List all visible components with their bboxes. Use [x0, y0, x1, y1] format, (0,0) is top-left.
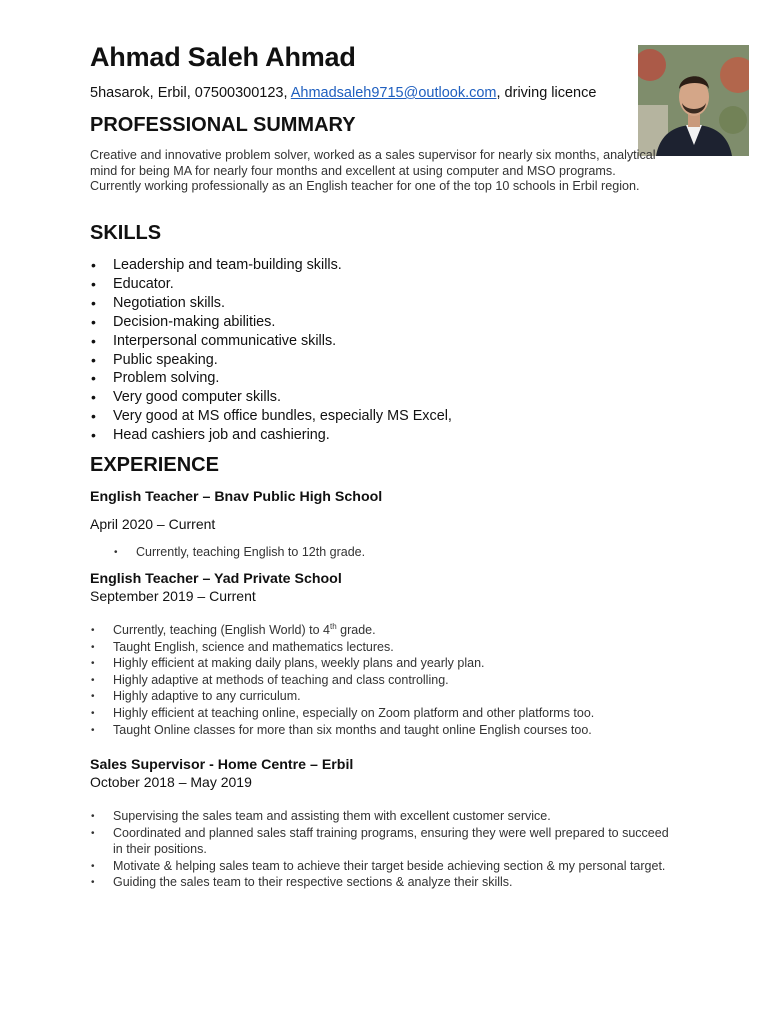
contact-extra: , driving licence — [496, 85, 597, 101]
contact-address-phone: 5hasarok, Erbil, 07500300123, — [90, 85, 291, 101]
list-item: • Coordinated and planned sales staff training programs, ensuring they were well prepared to succeed in their positions. — [91, 825, 669, 857]
list-item: • Currently, teaching English to 12th grade. — [114, 545, 366, 559]
summary-heading: PROFESSIONAL SUMMARY — [90, 114, 356, 136]
job-date: September 2019 – Current — [90, 588, 256, 604]
list-item: • Very good computer skills. — [91, 389, 281, 406]
list-item: • Highly adaptive at methods of teaching and class controlling. — [91, 672, 449, 687]
list-item: • Currently, teaching (English World) to 4th grade. — [91, 621, 376, 637]
list-item: • Educator. — [91, 275, 174, 292]
skills-heading: SKILLS — [90, 222, 162, 244]
job1-duties — [114, 544, 366, 561]
list-item: • Decision-making abilities. — [91, 313, 276, 330]
list-item: • Problem solving. — [91, 370, 220, 387]
profile-photo-image — [638, 45, 749, 156]
list-item: • Motivate & helping sales team to achieve their target beside achieving section & my personal target. — [91, 858, 666, 873]
list-item: • Public speaking. — [91, 351, 218, 368]
list-item: • Taught English, science and mathematics lectures. — [91, 639, 394, 654]
job2-duties — [91, 621, 595, 738]
list-item: • Very good at MS office bundles, especially MS Excel, — [91, 408, 452, 425]
experience-heading: EXPERIENCE — [90, 454, 219, 476]
job3-duties — [91, 808, 673, 891]
list-item: • Highly efficient at making daily plans, weekly plans and yearly plan. — [91, 656, 485, 671]
job-title: Sales Supervisor - Home Centre – Erbil — [90, 757, 354, 773]
list-item: • Highly adaptive to any curriculum. — [91, 689, 301, 704]
list-item: • Supervising the sales team and assisting them with excellent customer service. — [91, 809, 551, 823]
skills-list — [91, 256, 452, 445]
profile-photo — [638, 45, 749, 156]
list-item: • Interpersonal communicative skills. — [91, 332, 337, 349]
job-title: English Teacher – Bnav Public High School — [90, 489, 383, 505]
list-item: • Highly efficient at teaching online, especially on Zoom platform and other platforms too. — [91, 705, 595, 720]
list-item: • Taught Online classes for more than six months and taught online English courses too. — [91, 722, 592, 737]
email-link[interactable]: Ahmadsaleh9715@outlook.com — [290, 85, 497, 101]
list-item: • Negotiation skills. — [91, 294, 225, 311]
contact-line — [90, 85, 596, 101]
list-item: • Guiding the sales team to their respective sections & analyze their skills. — [91, 875, 513, 890]
summary-text: Creative and innovative problem solver, worked as a sales supervisor for nearly six months, analytical mind for being MA for nearly four months and excellent at using computer and MSO programs. Currently working professionally as an English teacher for one of the top 10 schools in Erbil region. — [90, 148, 656, 193]
job-date: April 2020 – Current — [90, 516, 216, 532]
job-date: October 2018 – May 2019 — [90, 774, 252, 790]
candidate-name: Ahmad Saleh Ahmad — [90, 42, 356, 72]
list-item: • Leadership and team-building skills. — [91, 257, 342, 273]
job-title: English Teacher – Yad Private School — [90, 571, 342, 587]
list-item: • Head cashiers job and cashiering. — [91, 427, 330, 444]
